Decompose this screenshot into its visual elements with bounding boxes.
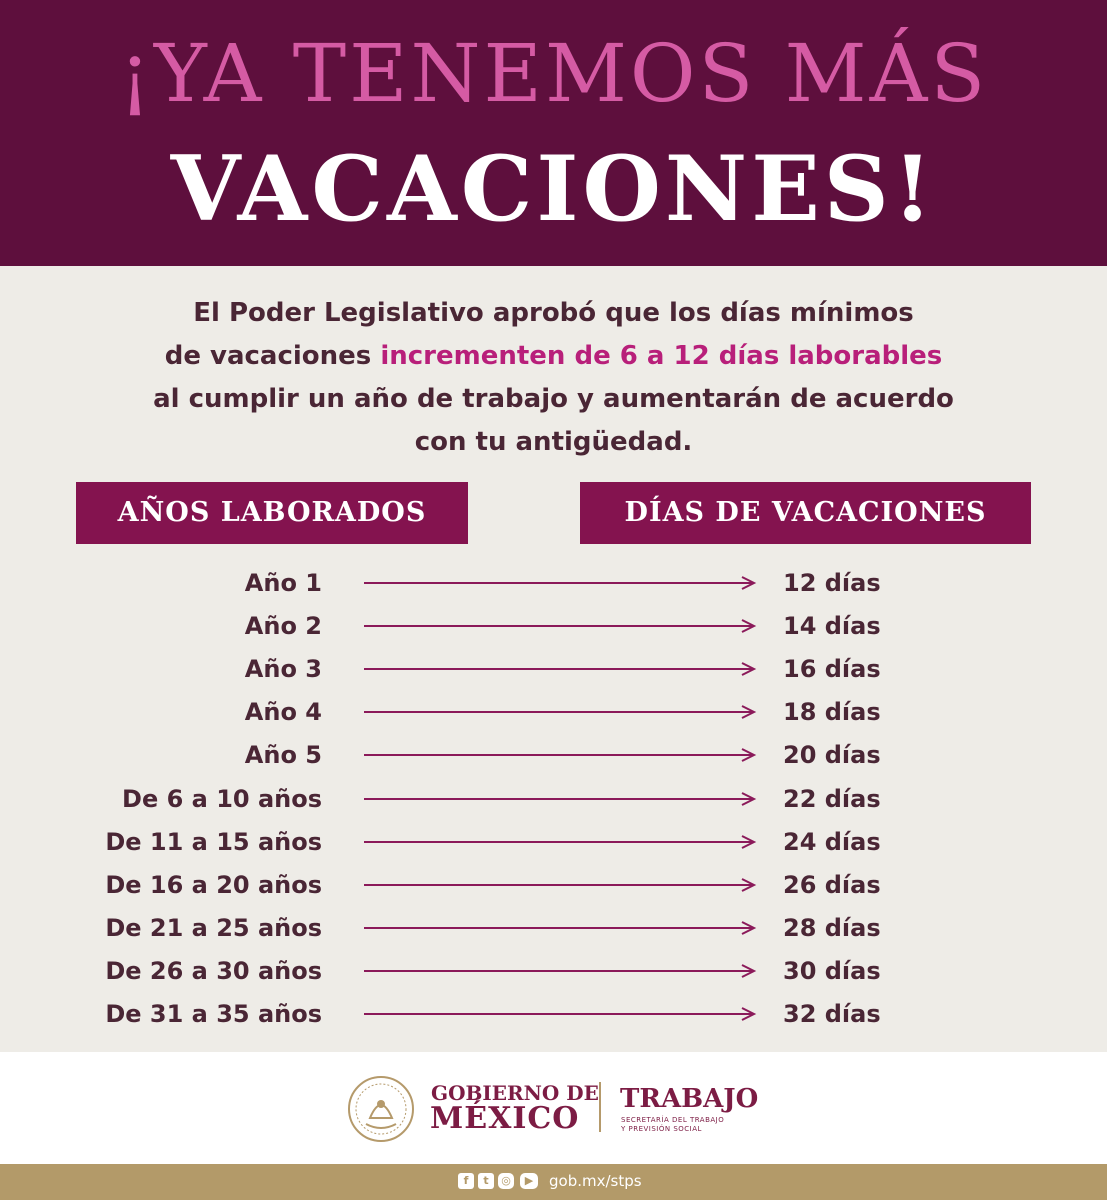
instagram-icon[interactable]: ◎	[498, 1173, 514, 1189]
table-row	[0, 994, 1107, 1034]
vacation-days: 18 días	[783, 698, 881, 726]
arrow-right-icon	[364, 835, 758, 849]
table-row	[0, 951, 1107, 991]
facebook-icon[interactable]: f	[458, 1173, 474, 1189]
vacation-days: 26 días	[783, 871, 881, 899]
arrow-right-icon	[364, 878, 758, 892]
table-row	[0, 692, 1107, 732]
vacation-days: 28 días	[783, 914, 881, 942]
years-worked: De 31 a 35 años	[105, 1000, 322, 1028]
column-header-days: DÍAS DE VACACIONES	[580, 482, 1031, 544]
title-line-2: VACACIONES!	[170, 136, 937, 242]
secretaria-text-line-2: Y PREVISIÓN SOCIAL	[621, 1125, 702, 1133]
intro-line-2-start: de vacaciones	[164, 341, 381, 371]
intro-paragraph	[40, 292, 1067, 464]
years-worked: De 11 a 15 años	[105, 828, 322, 856]
intro-line-2	[40, 335, 1067, 378]
table-row	[0, 779, 1107, 819]
twitter-icon[interactable]: t	[478, 1173, 494, 1189]
years-worked: Año 3	[244, 655, 322, 683]
arrow-right-icon	[364, 705, 758, 719]
years-worked: Año 5	[244, 741, 322, 769]
years-worked: De 21 a 25 años	[105, 914, 322, 942]
years-worked: De 16 a 20 años	[105, 871, 322, 899]
vacation-days: 30 días	[783, 957, 881, 985]
mexico-text: MÉXICO	[430, 1101, 580, 1136]
arrow-right-icon	[364, 921, 758, 935]
vacation-days: 16 días	[783, 655, 881, 683]
table-row	[0, 908, 1107, 948]
years-worked: De 26 a 30 años	[105, 957, 322, 985]
vacation-days: 32 días	[783, 1000, 881, 1028]
table-row	[0, 865, 1107, 905]
intro-highlight: incrementen de 6 a 12 días laborables	[380, 341, 943, 371]
arrow-right-icon	[364, 748, 758, 762]
vacation-days: 14 días	[783, 612, 881, 640]
years-worked: De 6 a 10 años	[122, 785, 322, 813]
intro-line-1: El Poder Legislativo aprobó que los días mínimos	[193, 298, 914, 328]
years-worked: Año 1	[244, 569, 322, 597]
years-worked: Año 4	[244, 698, 322, 726]
arrow-right-icon	[364, 964, 758, 978]
table-row	[0, 649, 1107, 689]
vacation-days: 12 días	[783, 569, 881, 597]
intro-line-4: con tu antigüedad.	[414, 427, 693, 457]
table-row	[0, 735, 1107, 775]
table-row	[0, 606, 1107, 646]
arrow-right-icon	[364, 1007, 758, 1021]
column-header-years: AÑOS LABORADOS	[76, 482, 468, 544]
arrow-right-icon	[364, 662, 758, 676]
vacation-days: 22 días	[783, 785, 881, 813]
youtube-icon[interactable]: ▶	[520, 1173, 538, 1189]
footer-divider	[599, 1082, 601, 1132]
table-row	[0, 822, 1107, 862]
website-link[interactable]: gob.mx/stps	[549, 1172, 642, 1190]
table-row	[0, 563, 1107, 603]
arrow-right-icon	[364, 576, 758, 590]
intro-line-3: al cumplir un año de trabajo y aumentarán de acuerdo	[153, 384, 954, 414]
gobierno-de-text: GOBIERNO DE	[431, 1081, 599, 1105]
title-line-1: ¡YA TENEMOS MÁS	[118, 27, 989, 120]
arrow-right-icon	[364, 792, 758, 806]
years-worked: Año 2	[244, 612, 322, 640]
coat-of-arms-icon	[346, 1074, 416, 1144]
vacation-days: 24 días	[783, 828, 881, 856]
arrow-right-icon	[364, 619, 758, 633]
trabajo-text: TRABAJO	[620, 1084, 759, 1114]
secretaria-text-line-1: SECRETARÍA DEL TRABAJO	[621, 1116, 725, 1124]
vacation-days: 20 días	[783, 741, 881, 769]
